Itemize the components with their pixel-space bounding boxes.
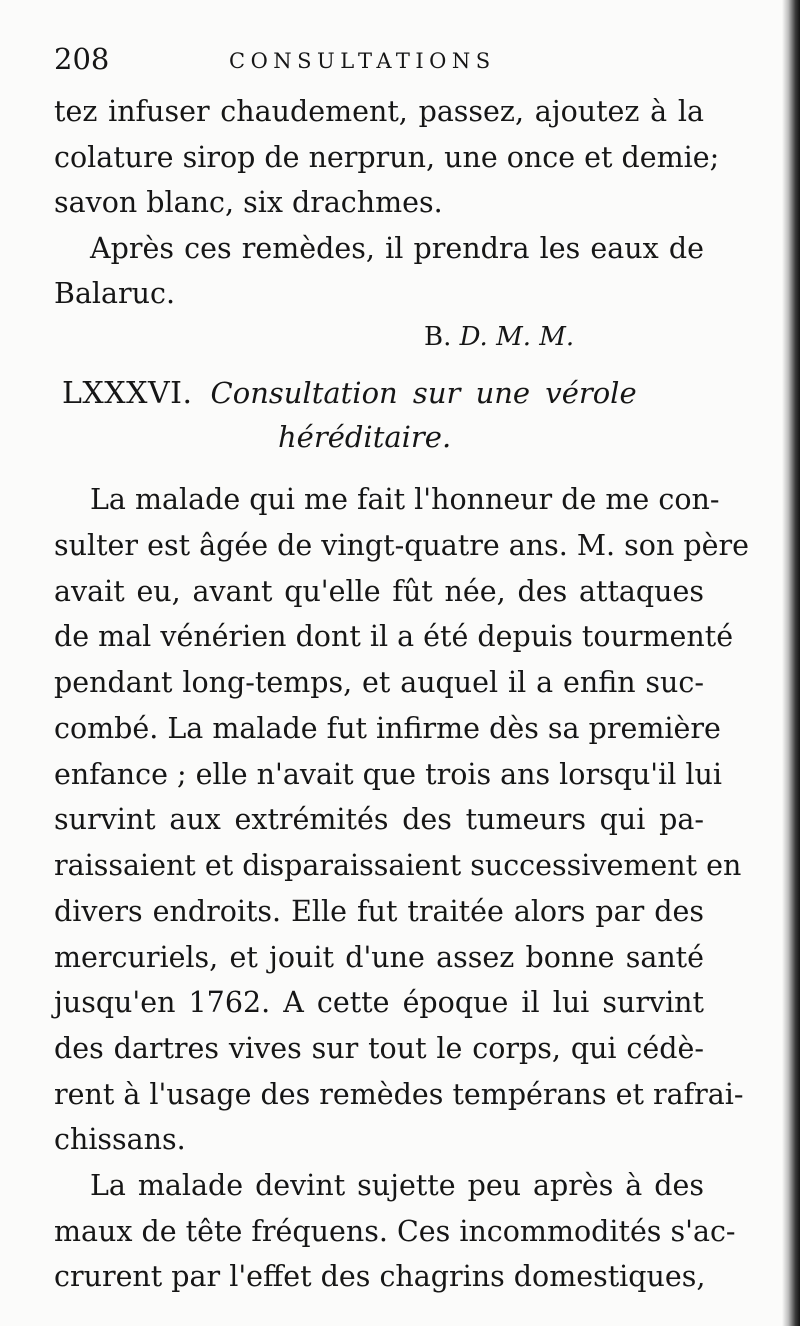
text-line: tez infuser chaudement, passez, ajoutez à la — [54, 95, 704, 128]
text-line: enfance ; elle n'avait que trois ans lorsqu'il lui — [54, 758, 723, 791]
text-line: combé. La malade fut infirme dès sa première — [54, 712, 721, 745]
text-line: Après ces remèdes, il prendra les eaux de — [90, 232, 704, 265]
section-title: Consultation sur une vérole — [210, 376, 637, 410]
page-number: 208 — [54, 42, 110, 76]
text-line: survint aux extrémités des tumeurs qui pa- — [54, 803, 704, 836]
text-line: crurent par l'effet des chagrins domestiques, — [54, 1260, 706, 1293]
text-line: La malade qui me fait l'honneur de me con- — [90, 483, 720, 516]
text-line: maux de tête fréquens. Ces incommodités s'ac- — [54, 1215, 736, 1248]
text-line: chissans. — [54, 1123, 186, 1156]
page-header — [54, 42, 704, 82]
section-number: LXXXVI. — [62, 376, 193, 411]
text-line: mercuriels, et jouit d'une assez bonne santé — [54, 941, 704, 974]
text-line: rent à l'usage des remèdes tempérans et rafrai- — [54, 1078, 744, 1111]
signature-rest: D. M. M. — [459, 322, 575, 352]
page-edge-shadow — [782, 0, 800, 1326]
signature-initial: B. — [424, 322, 452, 352]
text-line: divers endroits. Elle fut traitée alors par des — [54, 895, 704, 928]
text-line: pendant long-temps, et auquel il a enfin suc- — [54, 666, 704, 699]
text-line: savon blanc, six drachmes. — [54, 186, 443, 219]
text-line: des dartres vives sur tout le corps, qui cédè- — [54, 1032, 704, 1065]
text-line: raissaient et disparaissaient successivement en — [54, 849, 742, 882]
running-head: CONSULTATIONS — [229, 49, 496, 73]
text-line: colature sirop de nerprun, une once et demie; — [54, 141, 720, 174]
text-line: jusqu'en 1762. A cette époque il lui survint — [54, 986, 704, 1019]
text-line: La malade devint sujette peu après à des — [90, 1169, 704, 1202]
text-line: sulter est âgée de vingt-quatre ans. M. son père — [54, 529, 749, 562]
text-line: avait eu, avant qu'elle fût née, des attaques — [54, 575, 704, 608]
section-heading — [62, 376, 702, 411]
signature — [424, 322, 574, 352]
text-line: de mal vénérien dont il a été depuis tourmenté — [54, 620, 734, 653]
text-line: Balaruc. — [54, 277, 176, 310]
section-title-continued: héréditaire. — [278, 420, 452, 454]
